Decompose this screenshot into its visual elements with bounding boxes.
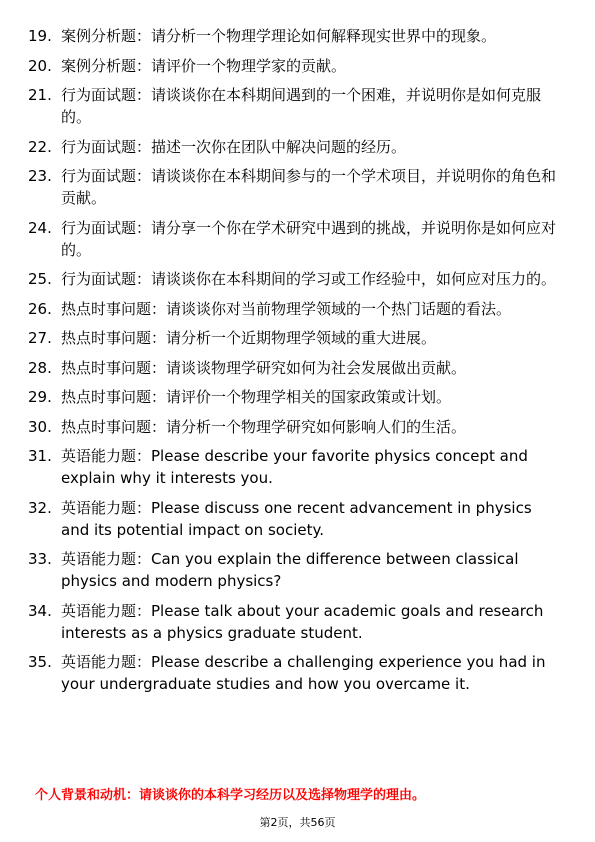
question-number: 28. bbox=[28, 358, 52, 377]
question-item bbox=[28, 25, 563, 47]
question-text: 行为面试题：请谈谈你在本科期间的学习或工作经验中，如何应对压力的。 bbox=[61, 270, 557, 288]
question-number: 25. bbox=[28, 270, 52, 288]
question-item bbox=[28, 651, 563, 695]
question-text: 热点时事问题：请分析一个近期物理学领域的重大进展。 bbox=[61, 329, 437, 347]
question-text: 行为面试题：请分享一个你在学术研究中遇到的挑战，并说明你是如何应对的。 bbox=[61, 218, 557, 259]
question-number: 34. bbox=[28, 601, 52, 620]
question-item bbox=[28, 84, 563, 128]
question-item bbox=[28, 327, 563, 349]
question-text: 行为面试题：请谈谈你在本科期间参与的一个学术项目，并说明你的角色和贡献。 bbox=[61, 167, 557, 207]
question-number: 24. bbox=[28, 218, 52, 237]
question-text: 行为面试题：请谈谈你在本科期间遇到的一个困难，并说明你是如何克服的。 bbox=[61, 86, 542, 126]
question-number: 32. bbox=[28, 498, 52, 517]
question-number: 26. bbox=[28, 299, 52, 318]
question-number: 22. bbox=[28, 137, 52, 156]
question-number: 23. bbox=[28, 167, 52, 185]
question-text: 案例分析题：请分析一个物理学理论如何解释现实世界中的现象。 bbox=[61, 27, 497, 45]
question-item bbox=[28, 357, 563, 379]
question-list bbox=[28, 25, 563, 703]
question-number: 35. bbox=[28, 653, 52, 671]
question-number: 33. bbox=[28, 550, 52, 568]
question-text: 英语能力题：Please describe your favorite physics concept and explain why it interests you. bbox=[61, 447, 528, 487]
question-item bbox=[28, 55, 563, 77]
question-number: 19. bbox=[28, 27, 52, 45]
question-text: 热点时事问题：请评价一个物理学相关的国家政策或计划。 bbox=[61, 388, 452, 406]
question-item bbox=[28, 386, 563, 408]
question-item bbox=[28, 217, 563, 261]
question-text: 英语能力题：Please talk about your academic goals and research interests as a physics graduate student. bbox=[61, 601, 544, 642]
question-text: 案例分析题：请评价一个物理学家的贡献。 bbox=[61, 56, 347, 75]
question-item bbox=[28, 165, 563, 209]
question-item bbox=[28, 445, 563, 489]
question-text: 英语能力题：Please describe a challenging experience you had in your undergraduate studies and how you overcame it. bbox=[61, 653, 546, 693]
question-number: 20. bbox=[28, 56, 52, 75]
question-item bbox=[28, 548, 563, 592]
question-text: 热点时事问题：请谈谈你对当前物理学领域的一个热门话题的看法。 bbox=[61, 299, 512, 318]
question-item bbox=[28, 497, 563, 541]
question-text: 英语能力题：Please discuss one recent advancement in physics and its potential impact on society. bbox=[61, 498, 532, 539]
question-number: 21. bbox=[28, 86, 52, 104]
question-text: 行为面试题：描述一次你在团队中解决问题的经历。 bbox=[61, 137, 407, 156]
question-item bbox=[28, 600, 563, 644]
question-item bbox=[28, 298, 563, 320]
question-item bbox=[28, 268, 563, 290]
question-number: 31. bbox=[28, 447, 52, 465]
highlight-question: 个人背景和动机：请谈谈你的本科学习经历以及选择物理学的理由。 bbox=[35, 788, 426, 803]
question-item bbox=[28, 416, 563, 438]
question-number: 27. bbox=[28, 329, 52, 347]
question-text: 英语能力题：Can you explain the difference between classical physics and modern physics? bbox=[61, 550, 519, 590]
question-text: 热点时事问题：请分析一个物理学研究如何影响人们的生活。 bbox=[61, 417, 467, 436]
question-text: 热点时事问题：请谈谈物理学研究如何为社会发展做出贡献。 bbox=[61, 358, 467, 377]
question-item bbox=[28, 136, 563, 158]
page-number: 第2页，共56页 bbox=[259, 816, 336, 829]
question-number: 29. bbox=[28, 388, 52, 406]
question-number: 30. bbox=[28, 417, 52, 436]
